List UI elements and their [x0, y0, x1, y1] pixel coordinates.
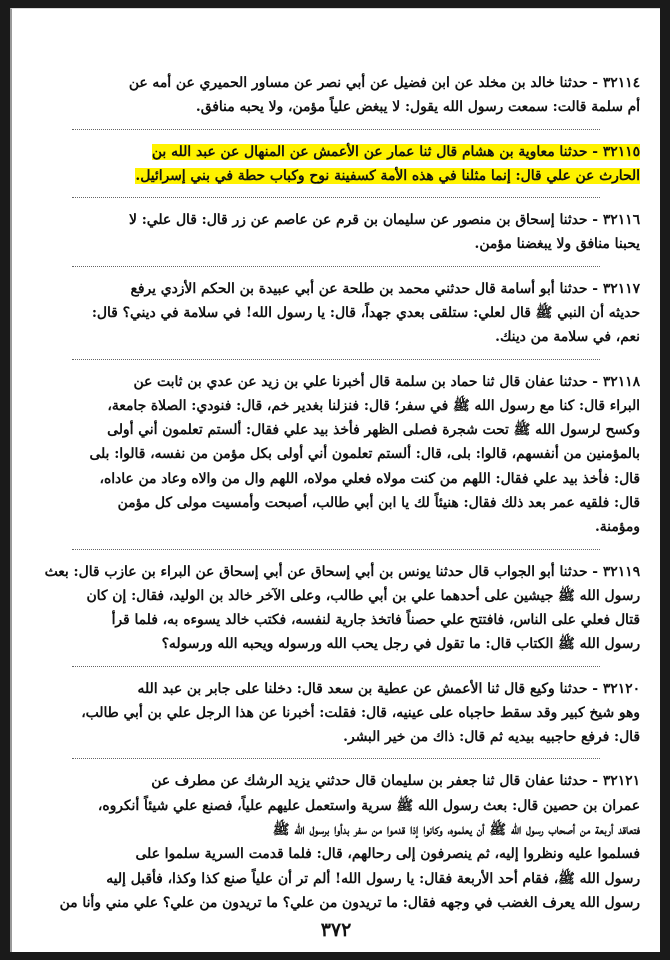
text-line [32, 515, 640, 539]
text-line [32, 95, 640, 119]
text-line-content: أم سلمة قالت: سمعت رسول الله يقول: لا يبغض علياً مؤمن، ولا يحبه منافق. [195, 99, 640, 116]
divider [72, 666, 600, 667]
text-line-content: رسول الله ﷺ، فقام أحد الأربعة فقال: يا رسول الله! ألم تر أن علياً صنع كذا وكذا، فأقبل إليه [106, 870, 640, 887]
text-line [32, 418, 640, 442]
text-line [32, 370, 640, 394]
hadith-paragraph [32, 71, 640, 120]
book-page [10, 8, 660, 952]
text-line-content: عمران بن حصين قال: بعث رسول الله ﷺ سرية واستعمل عليهم علياً، فصنع علي شيئاً أنكروه، [97, 797, 640, 814]
text-line-content: رسول الله ﷺ جيشين على أحدهما علي بن أبي طالب، وعلى الآخر خالد بن الوليد، فقال: إن كان [86, 587, 640, 604]
text-line-content: حديثه أن النبي ﷺ قال لعلي: ستلقى بعدي جهداً، قال: يا رسول الله! في سلامة في ديني؟ قال: [91, 304, 640, 321]
text-line [32, 794, 640, 818]
text-line [32, 701, 640, 725]
hadith-paragraph [32, 677, 640, 750]
divider [72, 359, 600, 360]
text-line [32, 71, 640, 95]
text-line-content: قال: فأخذ بيد علي فقال: اللهم من كنت مولاه فعلي مولاه، اللهم وال من والاه وعاد من عاداه، [99, 470, 640, 487]
text-line [32, 140, 640, 164]
divider [72, 129, 600, 130]
text-line [32, 769, 640, 793]
text-line-content: الحارث عن علي قال: إنما مثلنا في هذه الأمة كسفينة نوح وكباب حطة في بني إسرائيل. [135, 167, 640, 184]
text-line-content: البراء قال: كنا مع رسول الله ﷺ في سفر؛ قال: فنزلنا بغدير خم، قال: فنودي: الصلاة جامعة، [107, 397, 640, 414]
text-line [32, 164, 640, 188]
text-line [32, 842, 640, 866]
text-line-content: نعم، في سلامة من دينك. [495, 329, 640, 346]
text-line [32, 725, 640, 749]
text-line-content: ٣٢١٢١ - حدثنا عفان قال ثنا جعفر بن سليمان قال حدثني يزيد الرشك عن مطرف عن [151, 773, 640, 790]
divider [72, 266, 600, 267]
text-line [32, 867, 640, 891]
hadith-paragraph [32, 208, 640, 257]
text-line-content: رسول الله ﷺ الكتاب قال: ما تقول في رجل يحب الله ورسوله ويحبه الله ورسوله؟ [161, 636, 640, 653]
text-line [32, 301, 640, 325]
divider [72, 549, 600, 550]
text-line [32, 677, 640, 701]
hadith-paragraph [32, 769, 640, 915]
text-line [32, 394, 640, 418]
text-line [32, 232, 640, 256]
text-line-content: ٣٢١١٧ - حدثنا أبو أسامة قال حدثني محمد بن طلحة عن أبي عبيدة بن الحكم الأزدي يرفع [130, 280, 640, 297]
text-line [32, 632, 640, 656]
text-line [32, 584, 640, 608]
text-line-content: ومؤمنة. [594, 519, 640, 536]
page-text [32, 71, 640, 924]
text-line-content: ٣٢١١٦ - حدثنا إسحاق بن منصور عن سليمان بن قرم عن عاصم عن زر قال: قال علي: لا [129, 212, 640, 229]
text-line-content: وهو شيخ كبير وقد سقط حاجباه على عينيه، قال: فقلت: أخبرنا عن هذا الرجل علي بن أبي طالب، [81, 704, 640, 721]
text-line-content: ٣٢١١٤ - حدثنا خالد بن مخلد عن ابن فضيل عن أبي نصر عن مساور الحميري عن أمه عن [128, 75, 640, 91]
hadith-paragraph [32, 277, 640, 350]
text-line-content: بالمؤمنين من أنفسهم، قالوا: بلى، قال: ألستم تعلمون أني أولى بكل مؤمن من نفسه، قالوا: بلى [89, 446, 640, 463]
text-line [32, 442, 640, 466]
text-line-content: وكسح لرسول الله ﷺ تحت شجرة فصلى الظهر فأخذ بيد علي فقال: ألستم تعلمون أني أولى [107, 422, 640, 439]
text-line [32, 208, 640, 232]
text-line-content: ٣٢١١٩ - حدثنا أبو الجواب قال حدثنا يونس بن أبي إسحاق عن أبي إسحاق عن البراء بن عازب قال: بعث [44, 563, 640, 580]
text-line [32, 491, 640, 515]
text-line [32, 325, 640, 349]
hadith-paragraph-highlighted [32, 140, 640, 189]
text-line-content: قتال فعلي على الناس، فافتتح علي حصناً فاتخذ جارية لنفسه، فكتب خالد يسوءه به، فلما قرأ [111, 612, 640, 629]
text-line-content: فتعاقد أربعة من أصحاب رسول الله ﷺ أن يعلموه، وكانوا إذا قدموا من سفر بدأوا برسول الله ﷺ [272, 822, 640, 839]
page-number: ٣٧٢ [320, 919, 352, 941]
text-line [32, 277, 640, 301]
text-line [32, 560, 640, 584]
text-line-content: فسلموا عليه ونظروا إليه، ثم ينصرفون إلى رحالهم، قال: فلما قدمت السرية سلموا على [135, 846, 640, 863]
text-line [32, 467, 640, 491]
text-line-content: يحبنا منافق ولا يبغضنا مؤمن. [474, 236, 640, 253]
text-line [32, 891, 640, 915]
text-line-content: رسول الله يعرف الغضب في وجهه فقال: ما تريدون من علي؟ ما تريدون من علي؟ علي مني وأنا من [59, 894, 640, 911]
divider [72, 197, 600, 198]
text-line-content: ٣٢١١٨ - حدثنا عفان قال ثنا حماد بن سلمة قال أخبرنا علي بن زيد عن عدي بن ثابت عن [133, 373, 640, 390]
text-line [32, 818, 640, 842]
divider [72, 758, 600, 759]
text-line-content: ٣٢١١٥ - حدثنا معاوية بن هشام قال ثنا عمار عن الأعمش عن المنهال عن عبد الله بن [151, 143, 640, 160]
text-line-content: قال: فرفع حاجبيه بيديه ثم قال: ذاك من خير البشر. [343, 729, 640, 746]
hadith-paragraph [32, 370, 640, 540]
text-line-content: ٣٢١٢٠ - حدثنا وكيع قال ثنا الأعمش عن عطية بن سعد قال: دخلنا على جابر بن عبد الله [137, 680, 640, 697]
text-line-content: قال: فلقيه عمر بعد ذلك فقال: هنيئاً لك يا ابن أبي طالب، أصبحت وأمسيت مولى كل مؤمن [117, 494, 640, 511]
text-line [32, 608, 640, 632]
hadith-paragraph [32, 560, 640, 657]
